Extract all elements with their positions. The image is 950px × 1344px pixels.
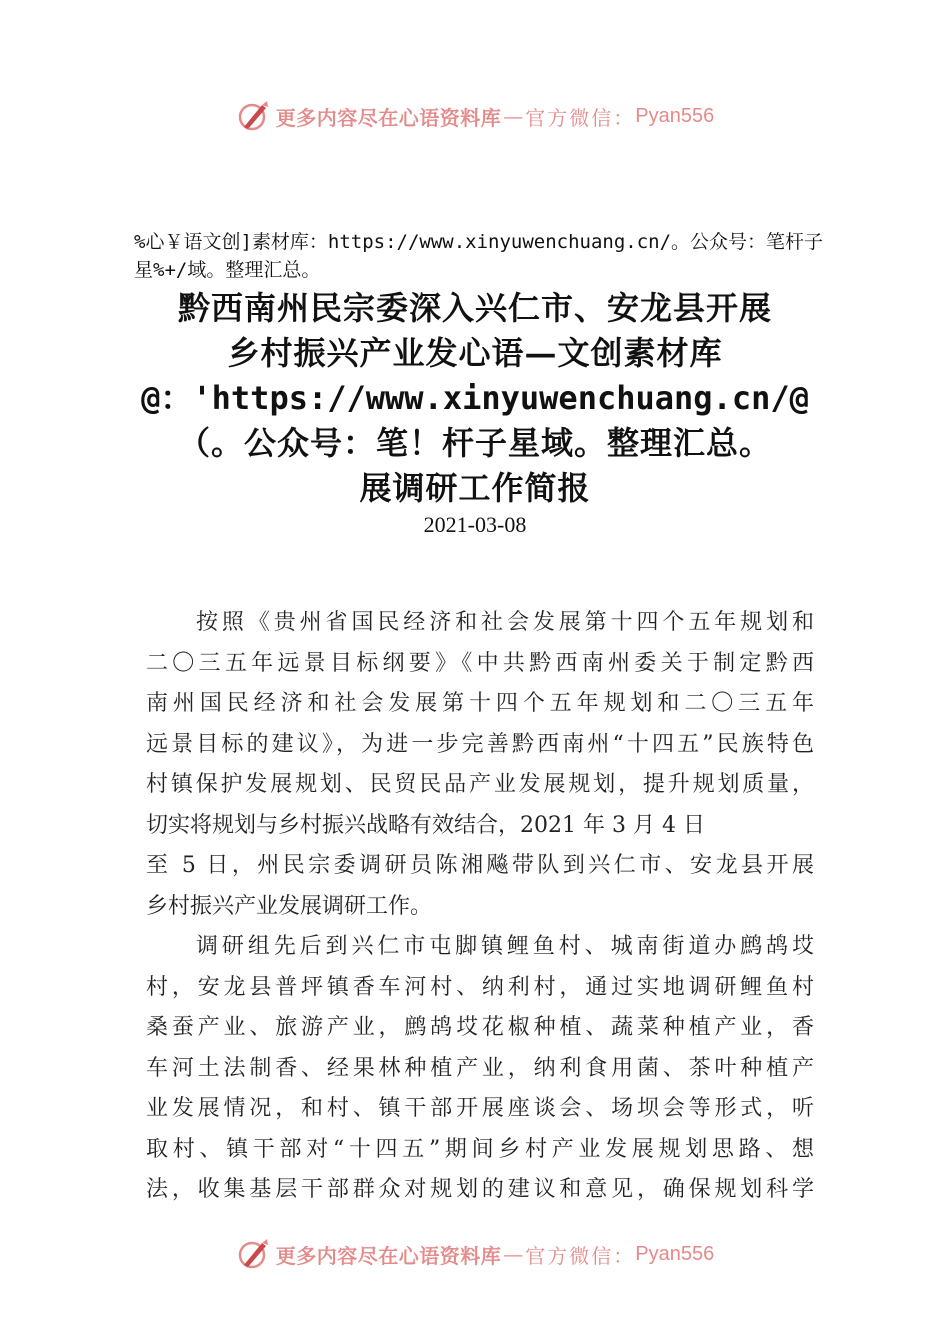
paragraph-1-line: 按照《贵州省国民经济和社会发展第十四个五年规划和 <box>196 610 814 635</box>
title-line-5: 展调研工作简报 <box>359 469 591 507</box>
paragraph-1-line: 南州国民经济和社会发展第十四个五年规划和二〇三五年 <box>146 691 814 716</box>
header-banner <box>0 96 950 136</box>
paragraph-2-line: 村，安龙县普坪镇香车河村、纳利村，通过实地调研鲤鱼村 <box>146 974 814 1000</box>
paragraph-1-line: 远景目标的建议》，为进一步完善黔西南州“十四五”民族特色 <box>146 731 814 757</box>
banner-dash: — <box>503 104 524 128</box>
title-line-3: @：'https://www.xinyuwenchuang.cn/@ <box>141 379 809 417</box>
document-body <box>146 603 814 1211</box>
title-line-4: （。公众号：笔！杆子星域。整理汇总。 <box>177 424 772 462</box>
quill-pen-logo-icon <box>236 99 270 133</box>
banner-brand-text: 更多内容尽在心语资料库 <box>275 105 502 130</box>
footer-banner <box>0 1234 950 1274</box>
banner-wechat-label: 官方微信： <box>525 1243 636 1268</box>
source-note: %心￥语文创]素材库：https://www.xinyuwenchuang.cn/。公众号：笔杆子星%+/域。整理汇总。 <box>134 231 824 281</box>
paragraph-1-line: 至 5 日，州民宗委调研员陈湘飚带队到兴仁市、安龙县开展 <box>146 853 814 878</box>
banner-brand-text: 更多内容尽在心语资料库 <box>275 1243 502 1268</box>
paragraph-1-line: 二〇三五年远景目标纲要》《中共黔西南州委关于制定黔西 <box>146 650 814 676</box>
banner-wechat-label: 官方微信： <box>525 105 636 130</box>
banner-wechat-id: Pyan556 <box>635 104 715 127</box>
quill-pen-logo-icon <box>236 1237 270 1271</box>
title-line-2: 乡村振兴产业发心语—文创素材库 <box>227 334 723 372</box>
paragraph-2-line: 调研组先后到兴仁市屯脚镇鲤鱼村、城南街道办鹧鸪㘷 <box>196 934 814 959</box>
paragraph-1-line: 乡村振兴产业发展调研工作。 <box>146 893 433 919</box>
banner-dash: — <box>503 1242 524 1266</box>
paragraph-1-line: 村镇保护发展规划、民贸民品产业发展规划，提升规划质量， <box>146 772 814 797</box>
banner-wechat-id: Pyan556 <box>635 1242 715 1265</box>
paragraph-2-line: 业发展情况，和村、镇干部开展座谈会、场坝会等形式，听 <box>146 1096 814 1121</box>
paragraph-2-line: 桑蚕产业、旅游产业，鹧鸪㘷花椒种植、蔬菜种植产业，香 <box>146 1015 814 1040</box>
document-date: 2021-03-08 <box>423 512 527 537</box>
paragraph-2-line: 车河土法制香、经果林种植产业，纳利食用菌、茶叶种植产 <box>146 1055 814 1081</box>
paragraph-1-line: 切实将规划与乡村振兴战略有效结合，2021 年 3 月 4 日 <box>146 812 705 838</box>
title-line-1: 黔西南州民宗委深入兴仁市、安龙县开展 <box>177 289 772 327</box>
document-title <box>0 286 950 511</box>
paragraph-2-line: 法，收集基层干部群众对规划的建议和意见，确保规划科学 <box>146 1177 814 1202</box>
paragraph-2-line: 取村、镇干部对“十四五”期间乡村产业发展规划思路、想 <box>146 1136 814 1162</box>
